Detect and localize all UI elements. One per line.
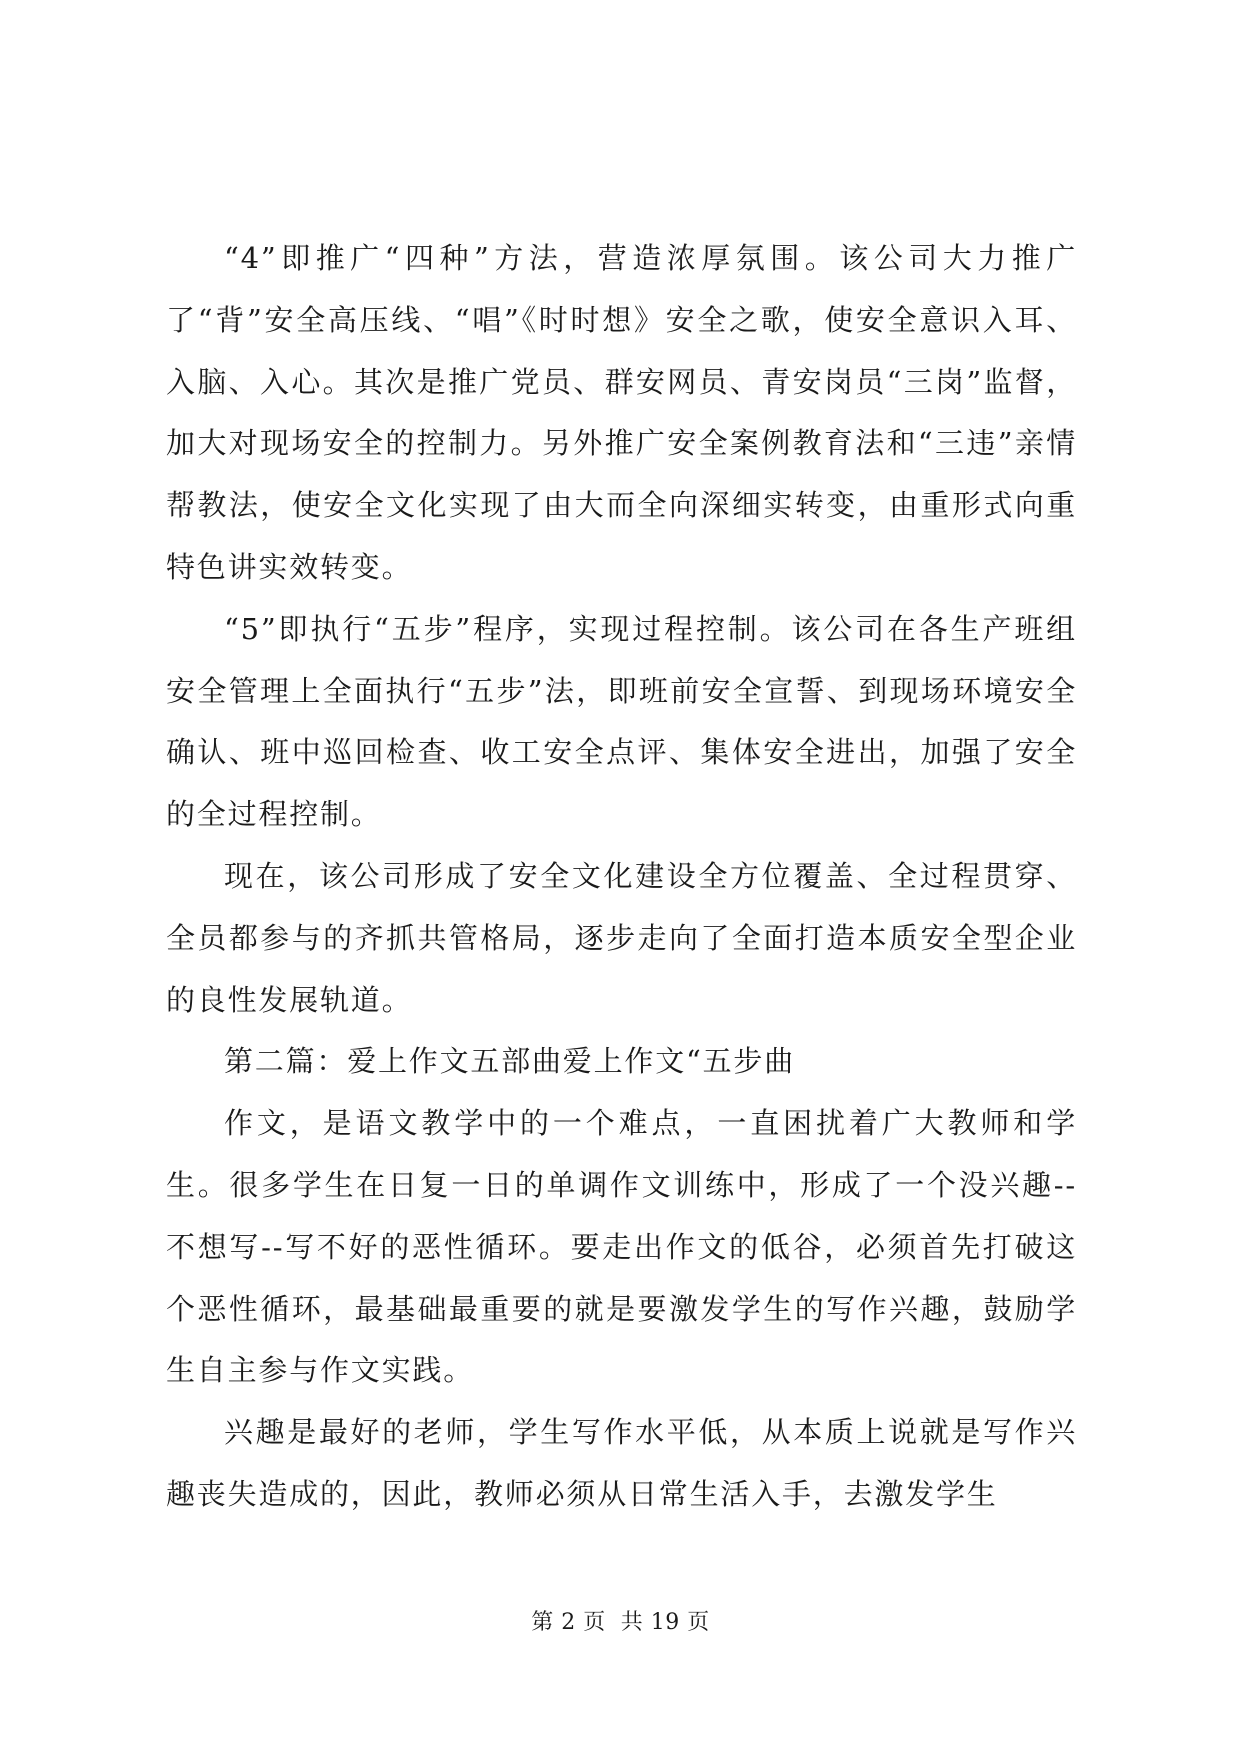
paragraph-interest: 兴趣是最好的老师，学生写作水平低，从本质上说就是写作兴趣丧失造成的，因此，教师必须从日常生活入手，去激发学生 [166,1415,1077,1511]
paragraph-method-five: “5”即执行“五步”程序，实现过程控制。该公司在各生产班组安全管理上全面执行“五步”法，即班前安全宣誓、到现场环境安全确认、班中巡回检查、收工安全点评、集体安全进出，加强了安全的全过程控制。 [166,611,1077,832]
document-body [166,228,1077,1526]
paragraph-essay-intro: 作文，是语文教学中的一个难点，一直困扰着广大教师和学生。很多学生在日复一日的单调作文训练中，形成了一个没兴趣--不想写--写不好的恶性循环。要走出作文的低谷，必须首先打破这个恶性循环，最基础最重要的就是要激发学生的写作兴趣，鼓励学生自主参与作文实践。 [166,1106,1077,1388]
page-number-label: 第 2 页 共 19 页 [531,1610,710,1635]
paragraph-method-four: “4”即推广“四种”方法，营造浓厚氛围。该公司大力推广了“背”安全高压线、“唱”《时时想》安全之歌，使安全意识入耳、入脑、入心。其次是推广党员、群安网员、青安岗员“三岗”监督，加大对现场安全的控制力。另外推广安全案例教育法和“三违”亲情帮教法，使安全文化实现了由大而全向深细实转变，由重形式向重特色讲实效转变。 [166,241,1077,584]
section-heading: 第二篇：爱上作文五部曲爱上作文“五步曲 [224,1044,796,1079]
page-footer [0,1605,1241,1636]
paragraph-conclusion: 现在，该公司形成了安全文化建设全方位覆盖、全过程贯穿、全员都参与的齐抓共管格局，逐步走向了全面打造本质安全型企业的良性发展轨道。 [166,858,1077,1017]
